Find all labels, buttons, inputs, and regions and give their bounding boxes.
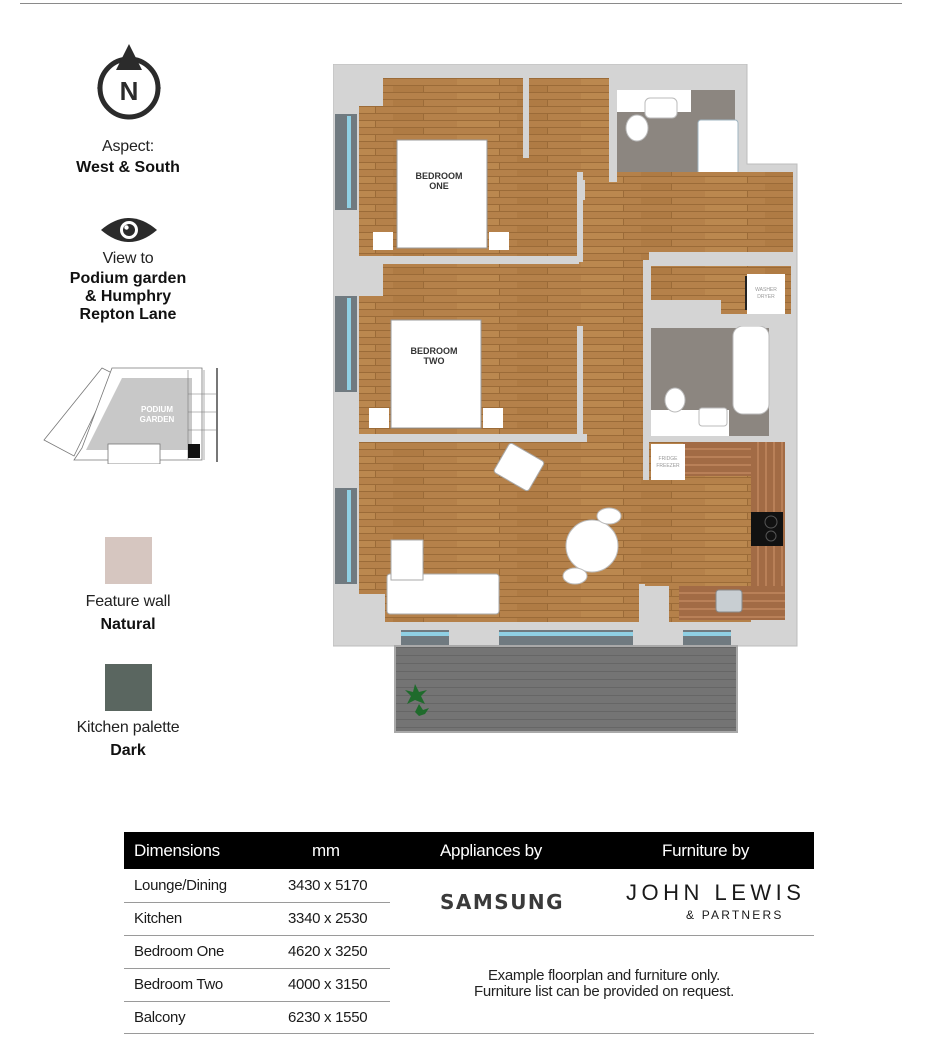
svg-text:GARDEN: GARDEN bbox=[139, 415, 175, 424]
svg-text:DRYER: DRYER bbox=[757, 294, 775, 300]
view-value-line-2: & Humphry bbox=[84, 288, 172, 305]
table-row: Bedroom One 4620 x 3250 bbox=[134, 943, 368, 960]
samsung-logo: SAMSUNG bbox=[440, 890, 565, 914]
header-mm: mm bbox=[312, 841, 340, 860]
table-row: Balcony 6230 x 1550 bbox=[134, 1009, 368, 1026]
floorplan bbox=[333, 64, 799, 734]
view-value-line-3: Repton Lane bbox=[79, 306, 177, 323]
spec-table-header bbox=[124, 832, 814, 869]
view-block bbox=[40, 250, 216, 324]
top-divider bbox=[20, 3, 902, 4]
dining-table bbox=[566, 520, 618, 572]
aspect-block bbox=[40, 138, 216, 177]
header-furniture: Furniture by bbox=[662, 841, 750, 860]
feature-wall-swatch bbox=[105, 537, 152, 584]
table-row: Kitchen 3340 x 2530 bbox=[134, 910, 368, 927]
kitchen-palette-label: Kitchen palette bbox=[76, 719, 180, 736]
aspect-label: Aspect: bbox=[102, 138, 154, 155]
fridge-freezer bbox=[651, 444, 685, 480]
compass-north-icon bbox=[92, 44, 166, 122]
disclaimer-note: Example floorplan and furniture only. Furniture list can be provided on request. bbox=[473, 967, 735, 1000]
spec-table bbox=[124, 832, 814, 1026]
site-keyplan bbox=[42, 360, 218, 464]
svg-text:N: N bbox=[119, 76, 139, 106]
table-row: Bedroom Two 4000 x 3150 bbox=[134, 976, 368, 993]
feature-wall-value: Natural bbox=[100, 616, 156, 633]
kitchen-palette-value: Dark bbox=[110, 742, 146, 759]
svg-text:FRIDGE: FRIDGE bbox=[658, 456, 678, 462]
table-row: Lounge/Dining 3430 x 5170 bbox=[134, 877, 368, 894]
header-appliances: Appliances by bbox=[440, 841, 542, 860]
kitchen-palette-block bbox=[40, 719, 216, 760]
sink bbox=[716, 590, 742, 612]
john-lewis-partners: & PARTNERS bbox=[686, 908, 784, 922]
eye-icon bbox=[99, 214, 159, 246]
view-value-line-1: Podium garden bbox=[69, 270, 187, 287]
svg-text:TWO: TWO bbox=[423, 356, 445, 366]
svg-text:BEDROOM: BEDROOM bbox=[410, 346, 458, 356]
aspect-value: West & South bbox=[76, 159, 180, 176]
svg-text:BEDROOM: BEDROOM bbox=[415, 171, 463, 181]
header-dimensions: Dimensions bbox=[134, 841, 220, 860]
view-label: View to bbox=[102, 250, 154, 267]
feature-wall-block bbox=[40, 593, 216, 634]
kitchen-counter-top bbox=[683, 442, 753, 476]
svg-text:ONE: ONE bbox=[429, 181, 449, 191]
john-lewis-logo: JOHN LEWIS bbox=[626, 880, 806, 905]
balcony bbox=[395, 646, 737, 732]
svg-text:FREEZER: FREEZER bbox=[656, 463, 680, 469]
svg-text:WASHER: WASHER bbox=[755, 287, 777, 293]
svg-text:PODIUM: PODIUM bbox=[141, 405, 173, 414]
table-bottom-rule bbox=[124, 1033, 814, 1034]
kitchen-palette-swatch bbox=[105, 664, 152, 711]
feature-wall-label: Feature wall bbox=[85, 593, 171, 610]
